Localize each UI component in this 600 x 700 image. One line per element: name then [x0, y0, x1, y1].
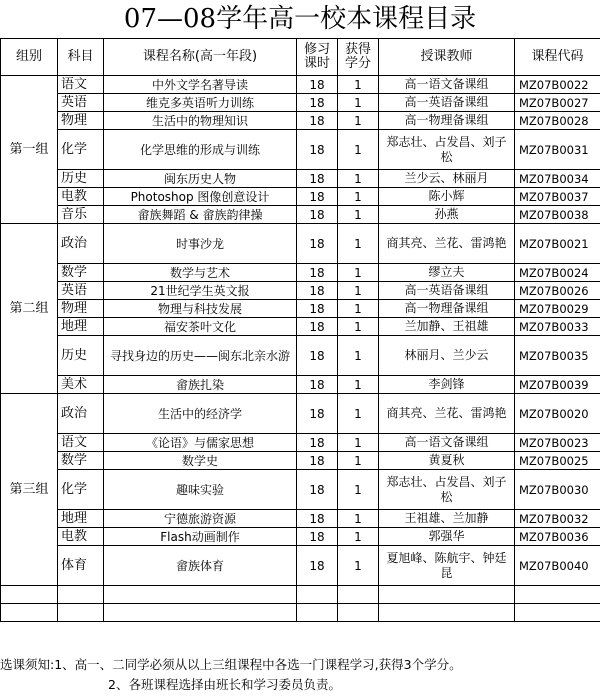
course-code-cell: MZ07B0029: [515, 300, 600, 318]
subject-cell: 政治: [58, 394, 104, 434]
course-name-cell: 《论语》与儒家思想: [104, 434, 297, 452]
course-name-cell: 数学史: [104, 452, 297, 470]
course-name-cell: 21世纪学生英文报: [104, 282, 297, 300]
table-row: [1, 452, 600, 470]
teacher-cell: 高一英语备课组: [379, 94, 515, 112]
empty-cell: [338, 604, 379, 622]
course-code-cell: MZ07B0032: [515, 510, 600, 528]
course-name-cell: 畲族舞蹈 & 畲族韵律操: [104, 206, 297, 224]
subject-cell: 化学: [58, 470, 104, 510]
credit-cell: 1: [338, 336, 379, 376]
course-name-cell: 生活中的经济学: [104, 394, 297, 434]
subject-cell: 历史: [58, 336, 104, 376]
teacher-cell: 林丽月、兰少云: [379, 336, 515, 376]
hours-cell: 18: [297, 112, 338, 130]
hours-cell: 18: [297, 300, 338, 318]
hours-cell: 18: [297, 528, 338, 546]
teacher-cell: 商其亮、兰花、雷鸿艳: [379, 224, 515, 264]
subject-cell: 物理: [58, 112, 104, 130]
subject-cell: 数学: [58, 264, 104, 282]
teacher-cell: 高一物理备课组: [379, 300, 515, 318]
table-row: [1, 282, 600, 300]
course-name-cell: 宁德旅游资源: [104, 510, 297, 528]
course-code-cell: MZ07B0020: [515, 394, 600, 434]
course-name-cell: Flash动画制作: [104, 528, 297, 546]
course-code-cell: MZ07B0033: [515, 318, 600, 336]
hours-cell: 18: [297, 434, 338, 452]
subject-cell: 英语: [58, 282, 104, 300]
empty-row: [1, 604, 600, 622]
hours-cell: 18: [297, 264, 338, 282]
credit-cell: 1: [338, 510, 379, 528]
subject-cell: 语文: [58, 76, 104, 94]
table-row: [1, 170, 600, 188]
table-row: [1, 94, 600, 112]
table-row: [1, 224, 600, 264]
credit-cell: 1: [338, 452, 379, 470]
course-code-cell: MZ07B0035: [515, 336, 600, 376]
hours-cell: 18: [297, 336, 338, 376]
page-title: 07—08学年高一校本课程目录: [123, 4, 477, 34]
empty-cell: [379, 586, 515, 604]
header-credit: 获得学分: [338, 39, 379, 76]
empty-cell: [58, 586, 104, 604]
table-row: [1, 206, 600, 224]
table-row: [1, 318, 600, 336]
subject-cell: 数学: [58, 452, 104, 470]
subject-cell: 电教: [58, 528, 104, 546]
course-name-cell: 畲族扎染: [104, 376, 297, 394]
empty-cell: [515, 586, 600, 604]
course-code-cell: MZ07B0030: [515, 470, 600, 510]
subject-cell: 英语: [58, 94, 104, 112]
subject-cell: 地理: [58, 510, 104, 528]
subject-cell: 政治: [58, 224, 104, 264]
teacher-cell: 高一语文备课组: [379, 76, 515, 94]
course-name-cell: 数学与艺术: [104, 264, 297, 282]
course-name-cell: 时事沙龙: [104, 224, 297, 264]
header-code: 课程代码: [515, 39, 600, 76]
course-code-cell: MZ07B0026: [515, 282, 600, 300]
empty-cell: [297, 586, 338, 604]
teacher-cell: 郭强华: [379, 528, 515, 546]
credit-cell: 1: [338, 224, 379, 264]
teacher-cell: 郑志壮、占发昌、刘子松: [379, 470, 515, 510]
empty-cell: [58, 604, 104, 622]
subject-cell: 历史: [58, 170, 104, 188]
table-row: [1, 434, 600, 452]
course-name-cell: Photoshop 图像创意设计: [104, 188, 297, 206]
course-name-cell: 寻找身边的历史——闽东北亲水游: [104, 336, 297, 376]
credit-cell: 1: [338, 206, 379, 224]
hours-cell: 18: [297, 394, 338, 434]
empty-cell: [1, 586, 58, 604]
subject-cell: 物理: [58, 300, 104, 318]
empty-cell: [1, 604, 58, 622]
course-code-cell: MZ07B0021: [515, 224, 600, 264]
hours-cell: 18: [297, 170, 338, 188]
header-group: 组别: [1, 39, 58, 76]
table-row: [1, 300, 600, 318]
empty-cell: [104, 604, 297, 622]
table-row: [1, 188, 600, 206]
table-row: [1, 470, 600, 510]
table-row: [1, 510, 600, 528]
course-name-cell: 物理与科技发展: [104, 300, 297, 318]
teacher-cell: 孙燕: [379, 206, 515, 224]
course-code-cell: MZ07B0038: [515, 206, 600, 224]
teacher-cell: 李剑锋: [379, 376, 515, 394]
teacher-cell: 黄夏秋: [379, 452, 515, 470]
course-code-cell: MZ07B0037: [515, 188, 600, 206]
header-teacher: 授课教师: [379, 39, 515, 76]
group-label: 第一组: [1, 76, 58, 224]
credit-cell: 1: [338, 434, 379, 452]
group-label: 第三组: [1, 394, 58, 586]
note-line-2: 2、各班课程选择由班长和学习委员负责。: [108, 677, 341, 692]
credit-cell: 1: [338, 282, 379, 300]
course-code-cell: MZ07B0034: [515, 170, 600, 188]
table-row: [1, 76, 600, 94]
empty-cell: [104, 586, 297, 604]
table-row: [1, 546, 600, 586]
subject-cell: 语文: [58, 434, 104, 452]
group-label: 第二组: [1, 224, 58, 394]
course-table-body: [1, 76, 600, 622]
empty-cell: [338, 586, 379, 604]
credit-cell: 1: [338, 300, 379, 318]
teacher-cell: 郑志壮、占发昌、刘子松: [379, 130, 515, 170]
course-name-cell: 中外文学名著导读: [104, 76, 297, 94]
hours-cell: 18: [297, 130, 338, 170]
credit-cell: 1: [338, 376, 379, 394]
empty-cell: [515, 604, 600, 622]
course-code-cell: MZ07B0031: [515, 130, 600, 170]
table-row: [1, 528, 600, 546]
credit-cell: 1: [338, 264, 379, 282]
course-code-cell: MZ07B0028: [515, 112, 600, 130]
hours-cell: 18: [297, 206, 338, 224]
teacher-cell: 高一语文备课组: [379, 434, 515, 452]
hours-cell: 18: [297, 452, 338, 470]
hours-cell: 18: [297, 470, 338, 510]
course-name-cell: 化学思维的形成与训练: [104, 130, 297, 170]
header-hours: 修习课时: [297, 39, 338, 76]
course-name-cell: 趣味实验: [104, 470, 297, 510]
credit-cell: 1: [338, 112, 379, 130]
teacher-cell: 兰少云、林丽月: [379, 170, 515, 188]
hours-cell: 18: [297, 188, 338, 206]
teacher-cell: 陈小辉: [379, 188, 515, 206]
table-row: [1, 130, 600, 170]
hours-cell: 18: [297, 76, 338, 94]
course-code-cell: MZ07B0039: [515, 376, 600, 394]
course-code-cell: MZ07B0023: [515, 434, 600, 452]
teacher-cell: 商其亮、兰花、雷鸿艳: [379, 394, 515, 434]
teacher-cell: 缪立夫: [379, 264, 515, 282]
hours-cell: 18: [297, 282, 338, 300]
teacher-cell: 兰加静、王祖雄: [379, 318, 515, 336]
credit-cell: 1: [338, 170, 379, 188]
credit-cell: 1: [338, 394, 379, 434]
subject-cell: 美术: [58, 376, 104, 394]
subject-cell: 电教: [58, 188, 104, 206]
credit-cell: 1: [338, 546, 379, 586]
table-row: [1, 264, 600, 282]
teacher-cell: 夏旭峰、陈航宇、钟廷昆: [379, 546, 515, 586]
credit-cell: 1: [338, 528, 379, 546]
subject-cell: 地理: [58, 318, 104, 336]
hours-cell: 18: [297, 376, 338, 394]
course-name-cell: 维克多英语听力训练: [104, 94, 297, 112]
course-code-cell: MZ07B0024: [515, 264, 600, 282]
hours-cell: 18: [297, 94, 338, 112]
header-subject: 科目: [58, 39, 104, 76]
table-row: [1, 376, 600, 394]
course-name-cell: 闽东历史人物: [104, 170, 297, 188]
hours-cell: 18: [297, 224, 338, 264]
teacher-cell: 高一英语备课组: [379, 282, 515, 300]
course-name-cell: 畲族体育: [104, 546, 297, 586]
credit-cell: 1: [338, 318, 379, 336]
subject-cell: 化学: [58, 130, 104, 170]
table-row: [1, 112, 600, 130]
table-row: [1, 394, 600, 434]
empty-row: [1, 586, 600, 604]
credit-cell: 1: [338, 470, 379, 510]
course-name-cell: 福安茶叶文化: [104, 318, 297, 336]
teacher-cell: 高一物理备课组: [379, 112, 515, 130]
course-code-cell: MZ07B0027: [515, 94, 600, 112]
subject-cell: 体育: [58, 546, 104, 586]
note-line-1: 选课须知:1、高一、二同学必须从以上三组课程中各选一门课程学习,获得3个学分。: [0, 657, 462, 672]
credit-cell: 1: [338, 188, 379, 206]
teacher-cell: 王祖雄、兰加静: [379, 510, 515, 528]
course-code-cell: MZ07B0036: [515, 528, 600, 546]
subject-cell: 音乐: [58, 206, 104, 224]
notes: [0, 655, 600, 695]
course-code-cell: MZ07B0022: [515, 76, 600, 94]
credit-cell: 1: [338, 94, 379, 112]
course-table: [0, 38, 600, 622]
hours-cell: 18: [297, 318, 338, 336]
credit-cell: 1: [338, 76, 379, 94]
table-row: [1, 336, 600, 376]
header-row: [1, 39, 600, 76]
hours-cell: 18: [297, 510, 338, 528]
course-code-cell: MZ07B0040: [515, 546, 600, 586]
credit-cell: 1: [338, 130, 379, 170]
course-name-cell: 生活中的物理知识: [104, 112, 297, 130]
empty-cell: [297, 604, 338, 622]
empty-cell: [379, 604, 515, 622]
header-course: 课程名称(高一年段): [104, 39, 297, 76]
hours-cell: 18: [297, 546, 338, 586]
course-code-cell: MZ07B0025: [515, 452, 600, 470]
